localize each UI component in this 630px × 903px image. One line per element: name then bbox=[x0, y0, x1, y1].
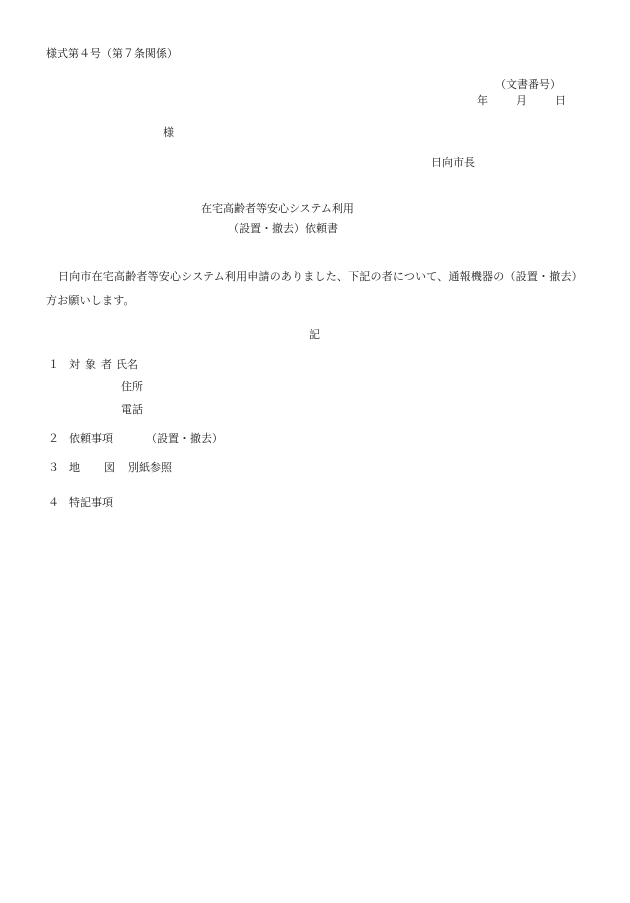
date-day-label: 日 bbox=[555, 94, 566, 107]
document-title-line2: （設置・撤去）依頼書 bbox=[228, 222, 338, 235]
item-1-phone-label: 電話 bbox=[121, 403, 143, 416]
item-3-value: 別紙参照 bbox=[128, 461, 172, 474]
item-2-label: 依頼事項 bbox=[69, 432, 113, 445]
item-1-name-label: 氏名 bbox=[116, 358, 138, 371]
body-paragraph: 日向市在宅高齢者等安心システム利用申請のありました、下記の者について、通報機器の（設置・撤去）方お願いします。 bbox=[46, 270, 583, 307]
item-1-address-label: 住所 bbox=[121, 380, 143, 393]
date-line bbox=[477, 95, 566, 106]
ki-heading: 記 bbox=[309, 328, 320, 341]
document-number-label: （文書番号） bbox=[495, 78, 561, 91]
item-1-number: １ bbox=[48, 358, 59, 371]
document-title-line1: 在宅高齢者等安心システム利用 bbox=[201, 202, 354, 215]
sender: 日向市長 bbox=[431, 156, 475, 169]
item-3-label-a: 地 bbox=[69, 461, 80, 474]
item-2-number: ２ bbox=[48, 432, 59, 445]
date-year-label: 年 bbox=[477, 94, 488, 107]
date-month-label: 月 bbox=[516, 94, 527, 107]
item-4-label: 特記事項 bbox=[69, 496, 113, 509]
item-3-label-b: 図 bbox=[104, 461, 115, 474]
item-3-label bbox=[69, 462, 115, 473]
item-1-label: 対象者 bbox=[69, 358, 117, 371]
item-2-value: （設置・撤去） bbox=[146, 432, 223, 445]
addressee-honorific: 様 bbox=[163, 126, 174, 139]
item-3-number: ３ bbox=[48, 461, 59, 474]
item-4-number: ４ bbox=[48, 496, 59, 509]
form-number: 様式第４号（第７条関係） bbox=[46, 47, 178, 60]
